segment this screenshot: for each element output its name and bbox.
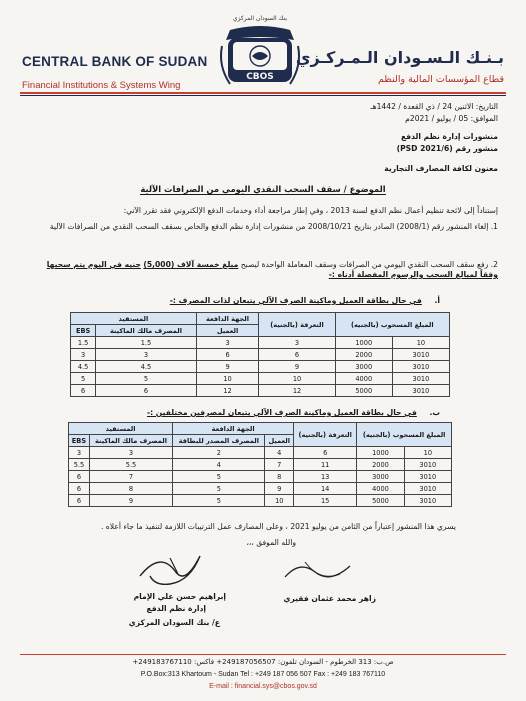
table-cell: 14 <box>294 483 357 495</box>
table-cell: 10 <box>196 373 259 385</box>
table-cell: 15 <box>294 495 357 507</box>
table-cell: 8 <box>265 471 294 483</box>
footer-address-en: P.O.Box:313 Khartoum - Sudan Tel : +249 187 056 507 Fax : +249 183 767110 <box>140 671 386 678</box>
table-cell: 4 <box>173 459 265 471</box>
subject-text: الموضوع / سقف السحب النقدي اليومي من الصرافات الآلية <box>140 184 386 194</box>
t2-h-amount: المبلغ المسحوب (بالجنيه) <box>357 423 452 447</box>
subject-line <box>28 184 498 194</box>
signatory-right-name: زاهر محمد عثمان فقيري <box>283 594 376 603</box>
table-cell: 10 <box>259 373 335 385</box>
table2-label: ب. <box>429 408 440 417</box>
footer-address-ar: ص.ب: 313 الخرطوم - السودان تلفون: 249187056507+ فاكس: 249183767110+ <box>132 658 394 666</box>
table-cell: 5000 <box>335 385 392 397</box>
t2-h-ebs: EBS <box>69 435 90 447</box>
intro-paragraph: إستناداً إلى لائحة تنظيم أعمال نظم الدفع لسنة 2013 ، وفي إطار مراجعة أداء وخدمات الدفع الإلكتروني فقد تقرر الآتي: <box>123 206 498 215</box>
table-cell: 5 <box>173 471 265 483</box>
table-cell: 3010 <box>392 349 449 361</box>
t1-h-beneficiary: المستفيد <box>71 313 197 325</box>
table-cell: 9 <box>265 483 294 495</box>
date-gregorian: الموافق: 05 / يوليو / 2021م <box>405 114 498 123</box>
t2-h-issuer: المصرف المصدر للبطاقة <box>173 435 265 447</box>
table-row <box>71 349 450 361</box>
table-cell: 1000 <box>357 447 404 459</box>
table-cell: 10 <box>404 447 451 459</box>
table-cell: 5 <box>71 373 96 385</box>
table-cell: 4000 <box>357 483 404 495</box>
table-cell: 9 <box>89 495 172 507</box>
signature-left-icon <box>130 546 220 592</box>
t2-h-beneficiary: المستفيد <box>69 423 173 435</box>
table-cell: 10 <box>265 495 294 507</box>
header-rule-blue <box>20 95 506 96</box>
table-cell: 7 <box>89 471 172 483</box>
table-cell: 3 <box>69 447 90 459</box>
table-row <box>69 495 452 507</box>
table-cell: 12 <box>259 385 335 397</box>
table-cell: 3000 <box>357 471 404 483</box>
t2-h-payer: الجهة الدافعة <box>173 423 294 435</box>
table-cell: 3 <box>196 337 259 349</box>
bank-name-en: CENTRAL BANK OF SUDAN <box>22 54 208 69</box>
table-row <box>71 361 450 373</box>
table-cell: 1000 <box>335 337 392 349</box>
table-row <box>69 471 452 483</box>
item-2-text-a: رفع سقف السحب النقدي اليومي من الصرافات وسقف المعاملة الواحدة ليصبح <box>240 260 489 269</box>
wing-name-ar: قطاع المؤسسات المالية والنظم <box>377 74 504 85</box>
table-cell: 2000 <box>357 459 404 471</box>
table-cell: 5 <box>96 373 197 385</box>
table-cell: 4.5 <box>71 361 96 373</box>
table1-label: أ. <box>434 296 440 305</box>
signatory-left-org: ع/ بنك السودان المركزي <box>128 618 220 627</box>
table-cell: 3010 <box>404 471 451 483</box>
closing-greeting: والله الموفق ،،، <box>246 538 296 547</box>
item-2-number: 2. <box>490 260 498 269</box>
table-cell: 4.5 <box>96 361 197 373</box>
t1-h-payer: الجهة الدافعة <box>196 313 259 325</box>
table-cell: 5.5 <box>89 459 172 471</box>
footer-rule <box>20 654 506 655</box>
table-cell: 3010 <box>392 361 449 373</box>
table-row <box>71 385 450 397</box>
item-2-amount: مبلغ خمسة آلاف (5,000) <box>143 260 239 269</box>
table2-caption-text: في حال بطاقة العميل وماكينة الصرف الآلي يتبعان لمصرفين مختلفين :- <box>146 408 417 417</box>
table-row <box>69 459 452 471</box>
table-cell: 4 <box>265 447 294 459</box>
table-cell: 1.5 <box>71 337 96 349</box>
table-cell: 2000 <box>335 349 392 361</box>
logo-text: CBOS <box>246 72 274 82</box>
table-cell: 2 <box>173 447 265 459</box>
table-cell: 5 <box>173 483 265 495</box>
signatory-left-role: إدارة نظم الدفع <box>146 604 206 613</box>
table2-caption <box>147 408 440 418</box>
table-cell: 9 <box>259 361 335 373</box>
t1-h-amount: المبلغ المسحوب (بالجنيه) <box>335 313 449 337</box>
t1-h-ebs: EBS <box>71 325 96 337</box>
item-2 <box>40 260 498 280</box>
signatory-left-name: إبراهيم حسن علي الإمام <box>133 592 226 601</box>
effective-date-note: يسري هذا المنشور إعتباراً من الثامن من يوليو 2021 ، وعلى المصارف عمل الترتيبات اللازمة لتنفيذ ما جاء أعلاه . <box>100 522 456 531</box>
table-cell: 9 <box>196 361 259 373</box>
signature-right-icon <box>280 552 360 586</box>
table-cell: 3 <box>259 337 335 349</box>
wing-name-en: Financial Institutions & Systems Wing <box>22 80 181 91</box>
table-cell: 8 <box>89 483 172 495</box>
item-1 <box>40 222 498 232</box>
item-2-text-c: جنيه في اليوم يتم سحبها وفقاً لمبالغ السحب والرسوم المفصلة أدناه :- <box>46 260 498 279</box>
table-cell: 6 <box>294 447 357 459</box>
table-row <box>71 373 450 385</box>
table-cell: 4000 <box>335 373 392 385</box>
footer-email[interactable]: E-mail : financial.sys@cbos.gov.sd <box>209 683 317 690</box>
table-cell: 3010 <box>404 459 451 471</box>
table-row <box>71 337 450 349</box>
header-rule-red <box>20 92 506 94</box>
table-cell: 3000 <box>335 361 392 373</box>
item-1-text: إلغاء المنشور رقم (2008/1) الصادر بتاريخ 2008/10/21 من منشورات إدارة نظم الدفع والخاص بسقف السحب النقدي من الصرافات الآلية <box>49 222 489 231</box>
table-cell: 6 <box>259 349 335 361</box>
table-cell: 5 <box>173 495 265 507</box>
t2-h-atm-owner: المصرف مالك الماكينة <box>89 435 172 447</box>
table-cell: 6 <box>69 495 90 507</box>
fees-table-same-bank <box>70 312 450 397</box>
t1-h-customer: العميل <box>196 325 259 337</box>
t1-h-fee: التعرفة (بالجنيه) <box>259 313 335 337</box>
addressee: معنون لكافة المصارف التجارية <box>384 164 498 173</box>
table-cell: 3 <box>89 447 172 459</box>
table-cell: 7 <box>265 459 294 471</box>
table-row <box>69 447 452 459</box>
table-cell: 3 <box>96 349 197 361</box>
table-cell: 6 <box>69 483 90 495</box>
table-cell: 1.5 <box>96 337 197 349</box>
table-cell: 3010 <box>404 495 451 507</box>
table-cell: 11 <box>294 459 357 471</box>
table-cell: 3010 <box>392 373 449 385</box>
table-cell: 3010 <box>404 483 451 495</box>
t1-h-atm-owner: المصرف مالك الماكينة <box>96 325 197 337</box>
date-hijri: التاريخ: الاثنين 24 / ذي القعدة / 1442هـ <box>370 102 498 111</box>
table1-caption-text: في حال بطاقة العميل وماكينة الصرف الآلي يتبعان لذات المصرف :- <box>169 296 422 305</box>
table-cell: 5000 <box>357 495 404 507</box>
table-cell: 6 <box>96 385 197 397</box>
bank-name-ar: بـنـك الـسـودان الـمـركـزي <box>295 48 504 67</box>
table-cell: 3010 <box>392 385 449 397</box>
circular-number: منشور رقم (2021/6 PSD) <box>396 144 498 153</box>
t2-h-fee: التعرفة (بالجنيه) <box>294 423 357 447</box>
table-cell: 6 <box>69 471 90 483</box>
item-1-number: 1. <box>490 222 498 231</box>
t2-h-customer: العميل <box>265 435 294 447</box>
table1-caption <box>170 296 440 306</box>
table-cell: 6 <box>196 349 259 361</box>
table-row <box>69 483 452 495</box>
emblem-text: بنك السودان المركزي <box>232 15 288 22</box>
cbos-emblem-icon <box>200 10 320 95</box>
table-cell: 12 <box>196 385 259 397</box>
table-cell: 13 <box>294 471 357 483</box>
circular-series: منشورات إدارة نظم الدفع <box>401 132 498 141</box>
table-cell: 3 <box>71 349 96 361</box>
table-cell: 5.5 <box>69 459 90 471</box>
table-cell: 6 <box>71 385 96 397</box>
table-cell: 10 <box>392 337 449 349</box>
fees-table-different-banks <box>68 422 452 507</box>
